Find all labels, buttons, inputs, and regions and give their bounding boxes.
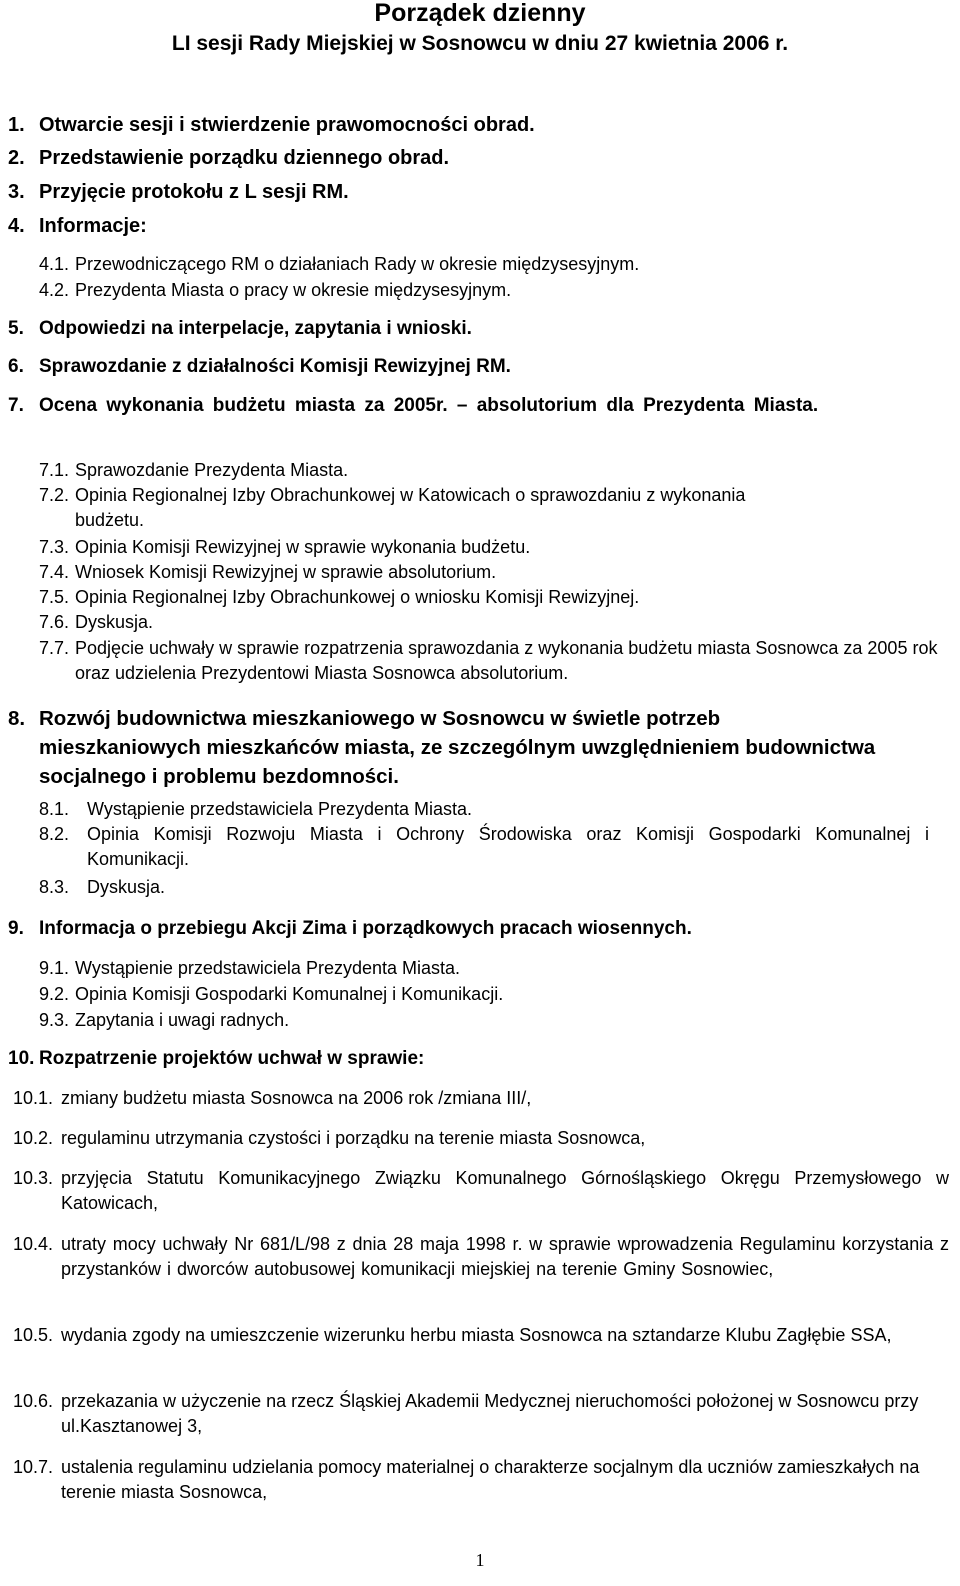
item-number: 2. [8, 147, 25, 169]
item-text: Sprawozdanie z działalności Komisji Rewizyjnej RM. [39, 356, 511, 377]
item-number: 7.3. [39, 537, 70, 557]
item-text: Opinia Komisji Rozwoju Miasta i Ochrony Środowiska oraz Komisji Gospodarki Komunalnej i Komunikacji. [87, 824, 929, 869]
agenda-item-7-7 [39, 636, 949, 686]
item-text: Opinia Komisji Rewizyjnej w sprawie wykonania budżetu. [75, 537, 531, 557]
item-text: Sprawozdanie Prezydenta Miasta. [75, 460, 349, 480]
agenda-item-9-3 [39, 1008, 949, 1033]
item-text: zmiany budżetu miasta Sosnowca na 2006 rok /zmiana III/, [61, 1088, 532, 1108]
item-text: Zapytania i uwagi radnych. [75, 1010, 290, 1030]
agenda-item-4-2 [39, 278, 949, 303]
agenda-item-9-1 [39, 956, 949, 981]
item-number: 10.1. [13, 1088, 54, 1108]
item-number: 9.2. [39, 984, 70, 1004]
agenda-item-8-1 [39, 797, 949, 822]
agenda-item-8-3 [39, 875, 949, 900]
item-number: 10.7. [13, 1457, 54, 1477]
item-number: 7. [8, 395, 24, 416]
agenda-item-5 [8, 316, 948, 341]
agenda-item-6 [8, 354, 948, 379]
item-number: 9. [8, 918, 24, 939]
item-number: 10.6. [13, 1391, 54, 1411]
item-number: 5. [8, 318, 24, 339]
agenda-item-10-6 [13, 1389, 949, 1439]
item-text: Przyjęcie protokołu z L sesji RM. [39, 181, 349, 203]
agenda-item-4-1 [39, 252, 949, 277]
item-number: 8.1. [39, 799, 70, 819]
item-number: 9.1. [39, 958, 70, 978]
agenda-item-7-6 [39, 610, 949, 635]
agenda-item-2 [8, 145, 948, 171]
item-text: Dyskusja. [87, 877, 166, 897]
agenda-item-7-2 [39, 483, 799, 533]
item-number: 4.1. [39, 254, 70, 274]
item-number: 7.1. [39, 460, 70, 480]
item-number: 10.5. [13, 1325, 54, 1345]
document-title: Porządek dzienny [374, 0, 586, 27]
item-text: Przedstawienie porządku dziennego obrad. [39, 147, 450, 169]
item-number: 8. [8, 707, 26, 730]
agenda-item-10-5 [13, 1323, 949, 1348]
agenda-item-7-5 [39, 585, 949, 610]
item-text: Podjęcie uchwały w sprawie rozpatrzenia sprawozdania z wykonania budżetu miasta Sosnowca za 2005 rok oraz udzielenia Prezydentowi Miasta Sosnowca absolutorium. [75, 638, 938, 683]
agenda-item-10-4 [13, 1232, 949, 1282]
agenda-item-8 [8, 704, 878, 791]
item-number: 6. [8, 356, 24, 377]
agenda-item-9 [8, 916, 948, 941]
page-number: 1 [475, 1550, 485, 1570]
item-number: 7.6. [39, 612, 70, 632]
item-text: Dyskusja. [75, 612, 154, 632]
item-number: 9.3. [39, 1010, 70, 1030]
item-number: 7.5. [39, 587, 70, 607]
agenda-item-7 [8, 392, 948, 420]
item-text: Otwarcie sesji i stwierdzenie prawomocności obrad. [39, 114, 535, 136]
item-text: przekazania w użyczenie na rzecz Śląskiej Akademii Medycznej nieruchomości położonej w Sosnowcu przy ul.Kasztanowej 3, [61, 1391, 919, 1436]
item-text: wydania zgody na umieszczenie wizerunku herbu miasta Sosnowca na sztandarze Klubu Zagłębie SSA, [61, 1325, 892, 1345]
agenda-item-10-3 [13, 1166, 949, 1216]
item-number: 10.4. [13, 1234, 54, 1254]
item-number: 1. [8, 114, 25, 136]
item-text: Wystąpienie przedstawiciela Prezydenta Miasta. [75, 958, 461, 978]
item-number: 4.2. [39, 280, 70, 300]
agenda-item-1 [8, 112, 948, 138]
item-number: 8.3. [39, 877, 70, 897]
item-text: Odpowiedzi na interpelacje, zapytania i wnioski. [39, 318, 472, 339]
item-number: 7.4. [39, 562, 70, 582]
item-text: Opinia Regionalnej Izby Obrachunkowej w Katowicach o sprawozdaniu z wykonania budżetu. [75, 485, 746, 530]
item-text: Prezydenta Miasta o pracy w okresie międzysesyjnym. [75, 280, 512, 300]
item-number: 4. [8, 215, 25, 237]
agenda-item-10 [8, 1046, 948, 1071]
item-text: Wniosek Komisji Rewizyjnej w sprawie absolutorium. [75, 562, 497, 582]
agenda-item-8-2 [39, 822, 929, 872]
item-text: Opinia Regionalnej Izby Obrachunkowej o wniosku Komisji Rewizyjnej. [75, 587, 640, 607]
item-text: przyjęcia Statutu Komunikacyjnego Związku Komunalnego Górnośląskiego Okręgu Przemysłowego w Katowicach, [61, 1168, 949, 1213]
item-number: 3. [8, 181, 25, 203]
agenda-item-7-1 [39, 458, 949, 483]
item-number: 10. [8, 1048, 35, 1069]
item-number: 7.7. [39, 638, 70, 658]
item-text: Rozpatrzenie projektów uchwał w sprawie: [39, 1048, 425, 1069]
agenda-item-7-4 [39, 560, 949, 585]
item-number: 8.2. [39, 824, 70, 844]
item-text: Opinia Komisji Gospodarki Komunalnej i Komunikacji. [75, 984, 504, 1004]
item-text: Ocena wykonania budżetu miasta za 2005r. – absolutorium dla Prezydenta Miasta. [39, 395, 819, 416]
item-text: Wystąpienie przedstawiciela Prezydenta Miasta. [87, 799, 473, 819]
agenda-item-10-7 [13, 1455, 949, 1505]
document-subtitle: LI sesji Rady Miejskiej w Sosnowcu w dniu 27 kwietnia 2006 r. [171, 32, 789, 55]
item-text: Informacja o przebiegu Akcji Zima i porządkowych pracach wiosennych. [39, 918, 692, 939]
item-text: Przewodniczącego RM o działaniach Rady w okresie międzysesyjnym. [75, 254, 640, 274]
agenda-item-4 [8, 213, 948, 239]
agenda-item-3 [8, 179, 948, 205]
agenda-item-10-2 [13, 1126, 949, 1151]
agenda-item-7-3 [39, 535, 949, 560]
item-number: 10.2. [13, 1128, 54, 1148]
agenda-item-10-1 [13, 1086, 949, 1111]
item-text: utraty mocy uchwały Nr 681/L/98 z dnia 28 maja 1998 r. w sprawie wprowadzenia Regulaminu korzystania z przystanków i dworców autobusowej komunikacji miejskiej na terenie Gminy Sosnowiec, [61, 1234, 949, 1279]
item-text: regulaminu utrzymania czystości i porządku na terenie miasta Sosnowca, [61, 1128, 646, 1148]
item-text: ustalenia regulaminu udzielania pomocy materialnej o charakterze socjalnym dla uczniów zamieszkałych na terenie miasta Sosnowca, [61, 1457, 920, 1502]
item-number: 10.3. [13, 1168, 54, 1188]
item-text: Rozwój budownictwa mieszkaniowego w Sosnowcu w świetle potrzeb mieszkaniowych mieszkańców miasta, ze szczególnym uwzględnieniem budownictwa socjalnego i problemu bezdomności. [39, 707, 876, 788]
agenda-item-9-2 [39, 982, 949, 1007]
item-number: 7.2. [39, 485, 70, 505]
item-text: Informacje: [39, 215, 147, 237]
